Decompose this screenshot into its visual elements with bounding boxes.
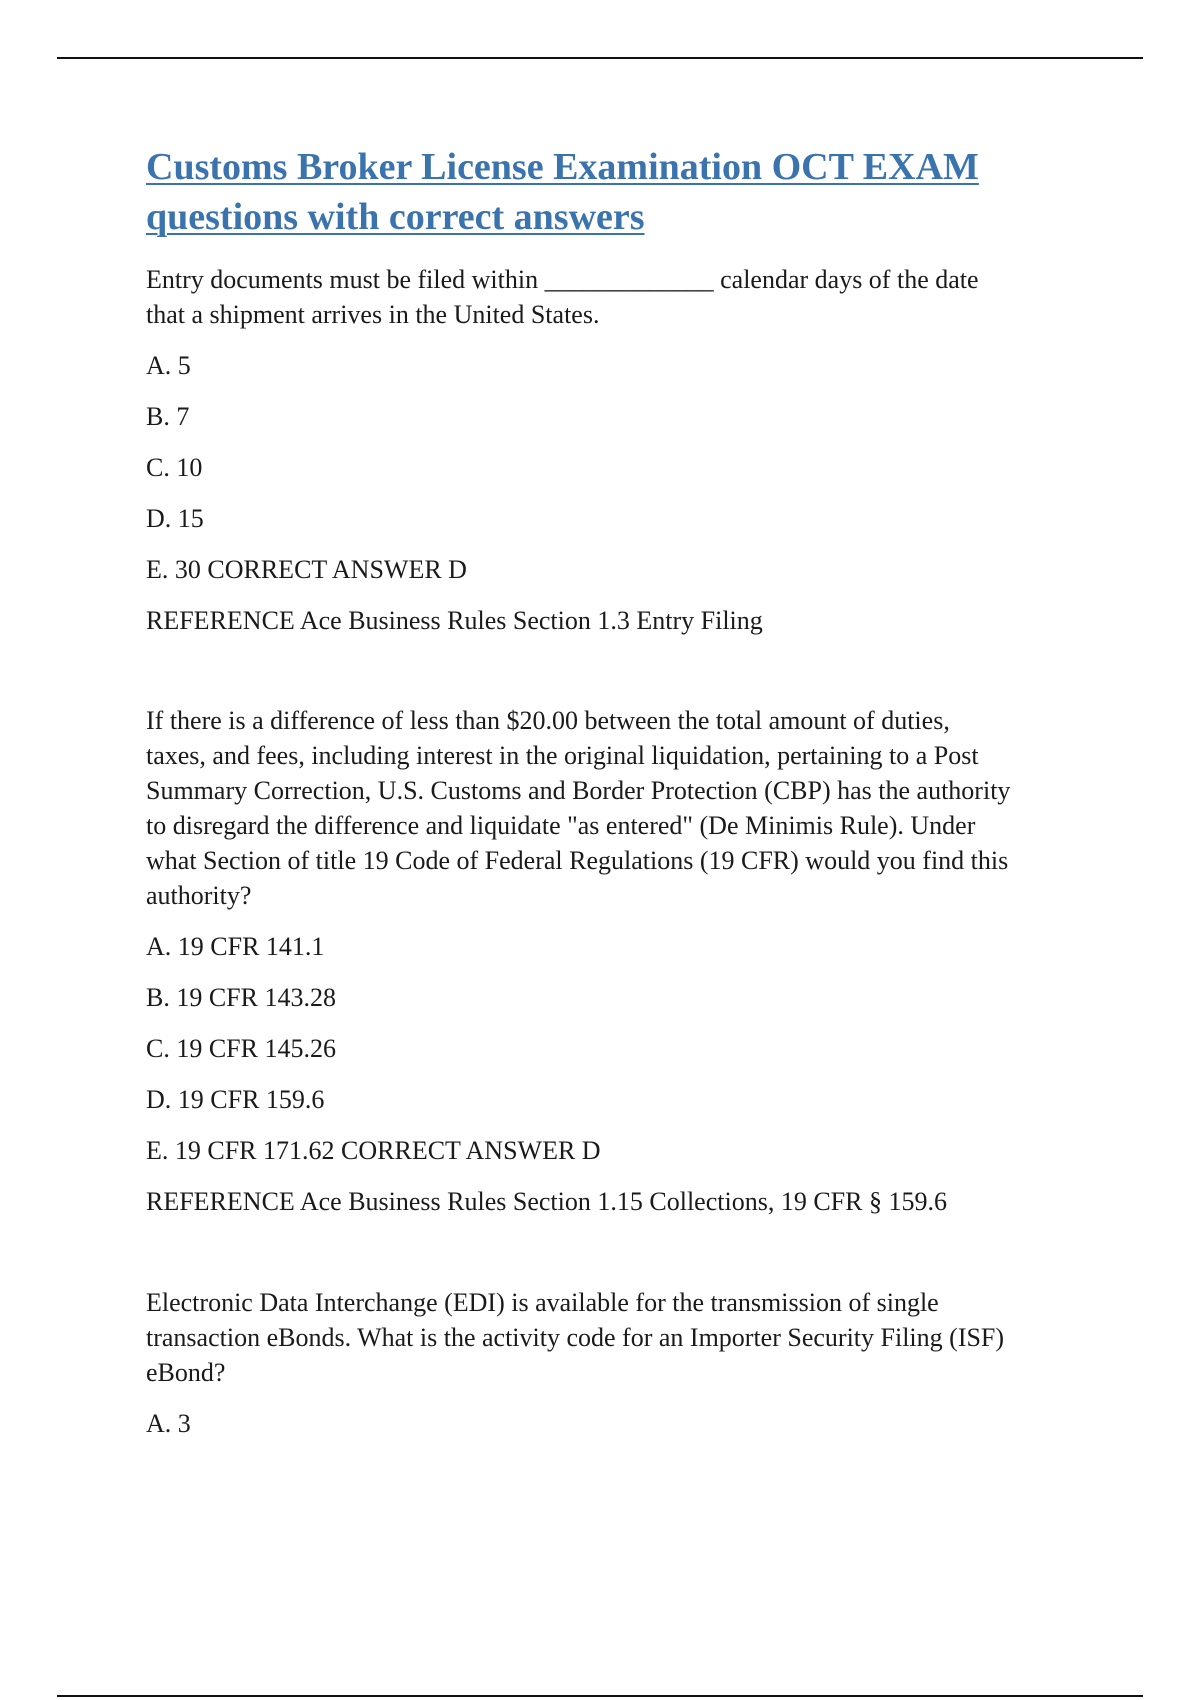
question-2-prompt-line-3: Summary Correction, U.S. Customs and Border Protection (CBP) has the authority	[146, 776, 1011, 805]
question-2-reference: REFERENCE Ace Business Rules Section 1.15 Collections, 19 CFR § 159.6	[146, 1187, 947, 1216]
question-1-option-e: E. 30 CORRECT ANSWER D	[146, 555, 467, 584]
question-2-option-a: A. 19 CFR 141.1	[146, 932, 325, 961]
question-1-prompt-line-1: Entry documents must be filed within _____________ calendar days of the date	[146, 265, 979, 294]
question-2-prompt-line-1: If there is a difference of less than $20.00 between the total amount of duties,	[146, 706, 950, 735]
question-3-prompt-line-1: Electronic Data Interchange (EDI) is available for the transmission of single	[146, 1288, 939, 1317]
question-1	[146, 262, 1096, 638]
question-2-prompt-line-5: what Section of title 19 Code of Federal Regulations (19 CFR) would you find this	[146, 846, 1009, 875]
question-3-option-a: A. 3	[146, 1409, 191, 1438]
bottom-rule	[57, 1695, 1143, 1697]
question-2-prompt-line-4: to disregard the difference and liquidate "as entered" (De Minimis Rule). Under	[146, 811, 976, 840]
question-2-option-e: E. 19 CFR 171.62 CORRECT ANSWER D	[146, 1136, 601, 1165]
question-2-option-d: D. 19 CFR 159.6	[146, 1085, 325, 1114]
section-gap-2	[146, 1219, 1096, 1285]
question-1-reference: REFERENCE Ace Business Rules Section 1.3 Entry Filing	[146, 606, 763, 635]
title-line-1: Customs Broker License Examination OCT EXAM	[146, 146, 979, 188]
question-1-option-d: D. 15	[146, 504, 204, 533]
question-2-option-b: B. 19 CFR 143.28	[146, 983, 336, 1012]
question-1-option-c: C. 10	[146, 453, 203, 482]
question-1-prompt-line-2: that a shipment arrives in the United States.	[146, 300, 600, 329]
question-3-prompt	[146, 1285, 1096, 1390]
question-2-option-c: C. 19 CFR 145.26	[146, 1034, 336, 1063]
top-rule	[57, 57, 1143, 59]
document-title[interactable]	[146, 142, 1096, 242]
question-3-prompt-line-3: eBond?	[146, 1358, 226, 1387]
question-3	[146, 1285, 1096, 1441]
document-body	[146, 142, 1096, 1457]
question-3-prompt-line-2: transaction eBonds. What is the activity code for an Importer Security Filing (ISF)	[146, 1323, 1005, 1352]
question-2-prompt	[146, 703, 1096, 913]
question-2	[146, 703, 1096, 1219]
question-2-prompt-line-2: taxes, and fees, including interest in the original liquidation, pertaining to a Post	[146, 741, 979, 770]
question-2-prompt-line-6: authority?	[146, 881, 252, 910]
question-1-option-b: B. 7	[146, 402, 190, 431]
title-line-2: questions with correct answers	[146, 196, 645, 238]
question-1-option-a: A. 5	[146, 351, 191, 380]
section-gap-1	[146, 638, 1096, 703]
question-1-prompt	[146, 262, 1096, 332]
